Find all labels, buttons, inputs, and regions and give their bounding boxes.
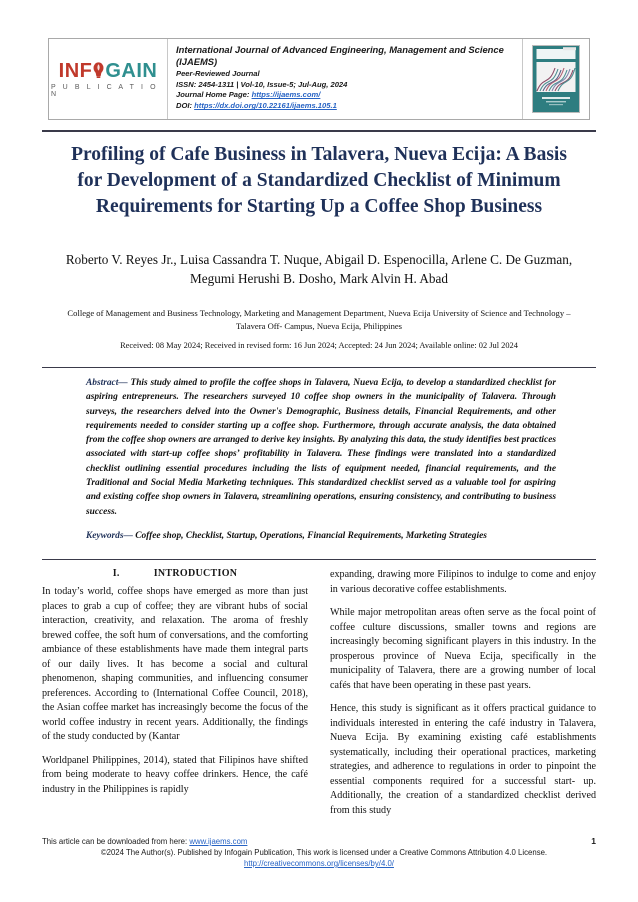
page-footer xyxy=(42,836,596,868)
abstract-label: Abstract— xyxy=(86,378,128,388)
footer-download-line xyxy=(42,837,247,846)
footer-license-line: ©2024 The Author(s). Published by Infogain Publication, This work is licensed under a Creative Commons Attribution 4.0 License. xyxy=(100,848,548,857)
author-list: Roberto V. Reyes Jr., Luisa Cassandra T. Nuque, Abigail D. Espenocilla, Arlene C. De Guzman, Megumi Herushi B. Dosho, Mark Alvin H. Abad xyxy=(65,252,573,287)
journal-masthead xyxy=(48,38,590,120)
paragraph: While major metropolitan areas often serve as the focal point of coffee culture discussions, smaller towns and regions are increasingly becoming significant players in this industry. In the prosperous province of Nueva Ecija, specifically in the municipality of Talavera, there are a growing number of local cafés that have been operating in these past years. xyxy=(330,607,596,691)
publication-dates: Received: 08 May 2024; Received in revised form: 16 Jun 2024; Accepted: 24 Jun 2024; Available online: 02 Jul 2024 xyxy=(120,341,518,350)
logo-text-gain: GAIN xyxy=(105,59,158,82)
peer-reviewed-label: Peer-Reviewed Journal xyxy=(176,68,260,78)
journal-home-row xyxy=(176,90,516,101)
section-heading-introduction xyxy=(42,568,308,579)
masthead-text-block xyxy=(167,39,523,119)
footer-license-url-row xyxy=(42,859,596,868)
paragraph: In today’s world, coffee shops have emerged as more than just places to grab a cup of coffee; they are vibrant hubs of social interaction, creativity, and relaxation. The aroma of freshly brewed coffee, the soft hum of conversations, and the comforting ambiance of these establishments have made them integral parts of our daily lives. It has become a social and cultural phenomenon, shaping communities, and influencing consumer preferences. According to (International Coffee Council, 2018), the Asian coffee market has increasingly become the focus of the world coffee industry in recent years. Additionally, the findings of the study conducted by (Kantar xyxy=(42,586,308,743)
logo-subtitle: P U B L I C A T I O N xyxy=(51,83,159,98)
section-title: INTRODUCTION xyxy=(153,568,238,579)
divider-below-keywords xyxy=(42,559,596,560)
body-columns xyxy=(42,568,596,819)
logo-wordmark xyxy=(59,61,158,81)
abstract-text: This study aimed to profile the coffee shops in Talavera, Nueva Ecija, to develop a standardized checklist for aspiring entrepreneurs. The researchers surveyed 10 coffee shop owners in the municipality of Talavera. Through surveys, the researchers delved into the Owner's Demographic, Business details, Financial Requirements, and other requirements needed to consider starting up a coffee shop. Furthermore, through accurate analysis, the data obtained from the coffee shop owners are arranged to derive key insights. By analyzing this data, the study identifies best practices associated with start-up coffee shops’ profitability in Talavera. These findings were translated into a standardized checklist outlining essential procedures including the lists of equipment needed, financial requirements, and the Traditional and Social Media Marketing techniques. This standardized checklist served as a valuable tool for aspiring and existing coffee shop owners in Talavera, streamlining operations, ensuring consistency, and contributing to business success. xyxy=(86,378,556,517)
journal-home-label: Journal Home Page: xyxy=(176,90,250,100)
abstract-paragraph xyxy=(86,376,556,519)
lightbulb-icon xyxy=(92,62,105,79)
keywords-text: Coffee shop, Checklist, Startup, Operations, Financial Requirements, Marketing Strategies xyxy=(132,530,487,541)
footer-site-link[interactable]: www.ijaems.com xyxy=(189,837,248,846)
left-column xyxy=(42,568,308,819)
journal-home-link[interactable]: https://ijaems.com/ xyxy=(251,90,321,100)
doi-label: DOI: xyxy=(176,101,193,111)
journal-cover-image xyxy=(532,45,580,113)
divider-below-masthead xyxy=(42,130,596,132)
license-link[interactable]: http://creativecommons.org/licenses/by/4.0/ xyxy=(244,859,394,868)
abstract-section xyxy=(86,376,556,543)
paragraph: Worldpanel Philippines, 2014), stated that Filipinos have shifted from being moderate to heavy coffee drinkers. Hence, the café industry in the Philippines is rapidly xyxy=(42,754,308,795)
cover-thumbnail-cell xyxy=(523,39,589,119)
publisher-logo xyxy=(49,39,167,119)
affiliation: College of Management and Business Technology, Marketing and Management Department, Nueva Ecija University of Science and Technology – Talavera Off- Campus, Nueva Ecija, Philippines xyxy=(67,308,571,332)
paragraph: expanding, drawing more Filipinos to indulge to come and enjoy in various decorative coffee establishments. xyxy=(330,569,596,595)
issn-volume-line: ISSN: 2454-1311 | Vol-10, Issue-5; Jul-Aug, 2024 xyxy=(176,79,348,89)
section-number: I. xyxy=(112,568,120,579)
paragraph: Hence, this study is significant as it offers practical guidance to individuals interested in entering the café industry in Talavera, Nueva Ecija. By examining existing café establishments systematically, including their operational practices, marketing strategies, and adherence to regulations in order to pinpoint the essential components required for a successful start- up. Additionally, the creation of a standardized checklist derived from this study xyxy=(330,703,596,816)
keywords-label: Keywords— xyxy=(86,530,133,541)
footer-top-row xyxy=(42,836,596,846)
footer-download-text: This article can be downloaded from here: xyxy=(42,837,190,846)
page-number: 1 xyxy=(591,836,596,846)
doi-row xyxy=(176,101,516,112)
right-column xyxy=(330,568,596,819)
journal-title: International Journal of Advanced Engineering, Management and Science (IJAEMS) xyxy=(176,44,504,68)
doi-link[interactable]: https://dx.doi.org/10.22161/ijaems.105.1 xyxy=(194,101,337,111)
keywords-line xyxy=(86,529,556,543)
divider-above-abstract xyxy=(42,367,596,368)
logo-text-inf: INF xyxy=(58,59,93,82)
page-title: Profiling of Cafe Business in Talavera, Nueva Ecija: A Basis for Development of a Standardized Checklist of Minimum Requirements for Starting Up a Coffee Shop Business xyxy=(71,144,567,217)
